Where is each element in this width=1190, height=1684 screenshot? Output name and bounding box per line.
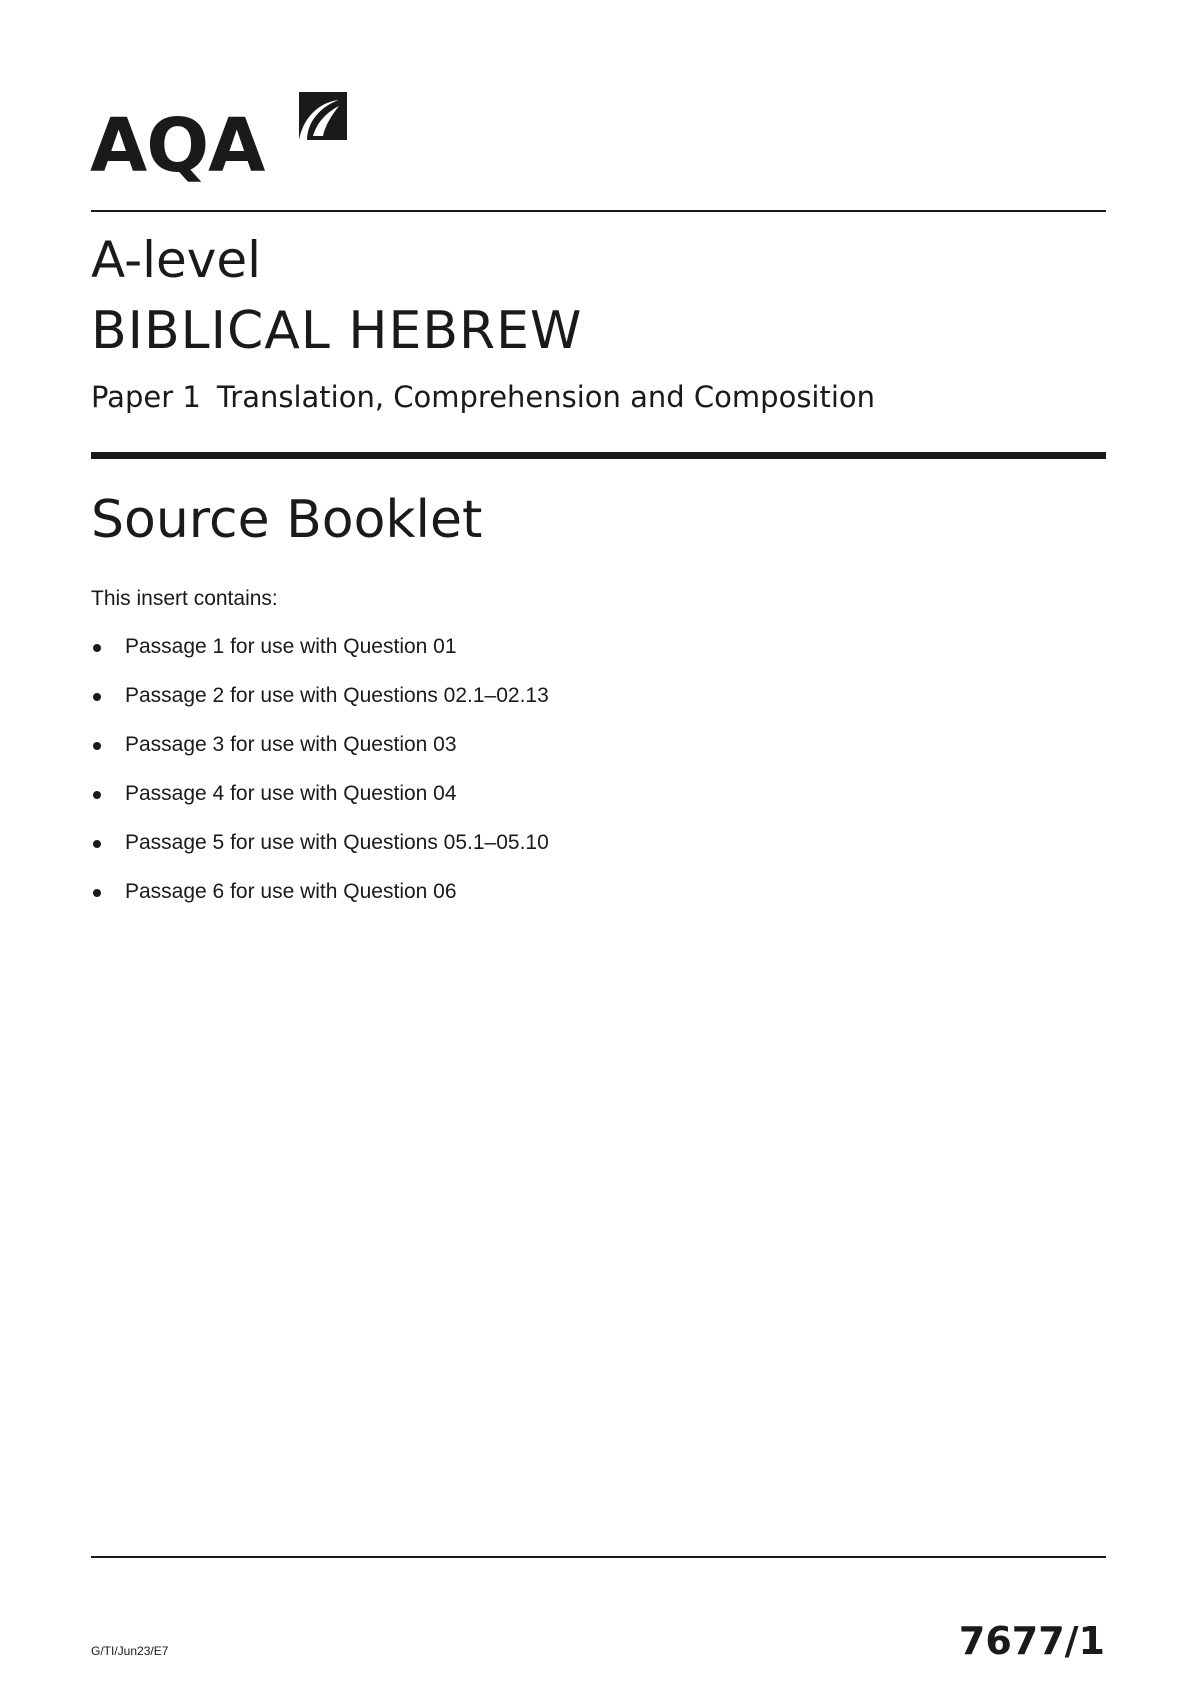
qualification-level: A-level	[91, 231, 262, 289]
bullet-icon	[93, 889, 101, 897]
paper-number: Paper 1	[91, 380, 201, 414]
list-item	[91, 730, 549, 779]
paper-code: 7677/1	[958, 1619, 1105, 1663]
subject-title: BIBLICAL HEBREW	[91, 301, 583, 361]
top-divider	[91, 210, 1106, 212]
paper-heading	[91, 377, 875, 417]
list-item-text: Passage 3 for use with Question 03	[125, 733, 457, 756]
contents-list	[91, 632, 549, 926]
list-item	[91, 632, 549, 681]
contents-intro: This insert contains:	[91, 587, 278, 610]
bullet-icon	[93, 791, 101, 799]
aqa-logo	[90, 88, 265, 189]
list-item-text: Passage 1 for use with Question 01	[125, 635, 457, 658]
bullet-icon	[93, 742, 101, 750]
leaf-logo-icon	[295, 88, 351, 144]
list-item	[91, 877, 549, 926]
list-item	[91, 681, 549, 730]
list-item-text: Passage 5 for use with Questions 05.1–05.10	[125, 831, 549, 854]
list-item	[91, 828, 549, 877]
list-item-text: Passage 4 for use with Question 04	[125, 782, 457, 805]
bullet-icon	[93, 840, 101, 848]
list-item	[91, 779, 549, 828]
thick-divider	[91, 452, 1106, 459]
booklet-title: Source Booklet	[91, 490, 483, 550]
paper-title: Translation, Comprehension and Composition	[216, 380, 876, 414]
list-item-text: Passage 6 for use with Question 06	[125, 880, 457, 903]
bullet-icon	[93, 644, 101, 652]
footer-reference: G/TI/Jun23/E7	[91, 1644, 169, 1658]
logo-text: AQA	[90, 103, 265, 189]
list-item-text: Passage 2 for use with Questions 02.1–02.13	[125, 684, 549, 707]
bullet-icon	[93, 693, 101, 701]
bottom-divider	[91, 1556, 1106, 1558]
